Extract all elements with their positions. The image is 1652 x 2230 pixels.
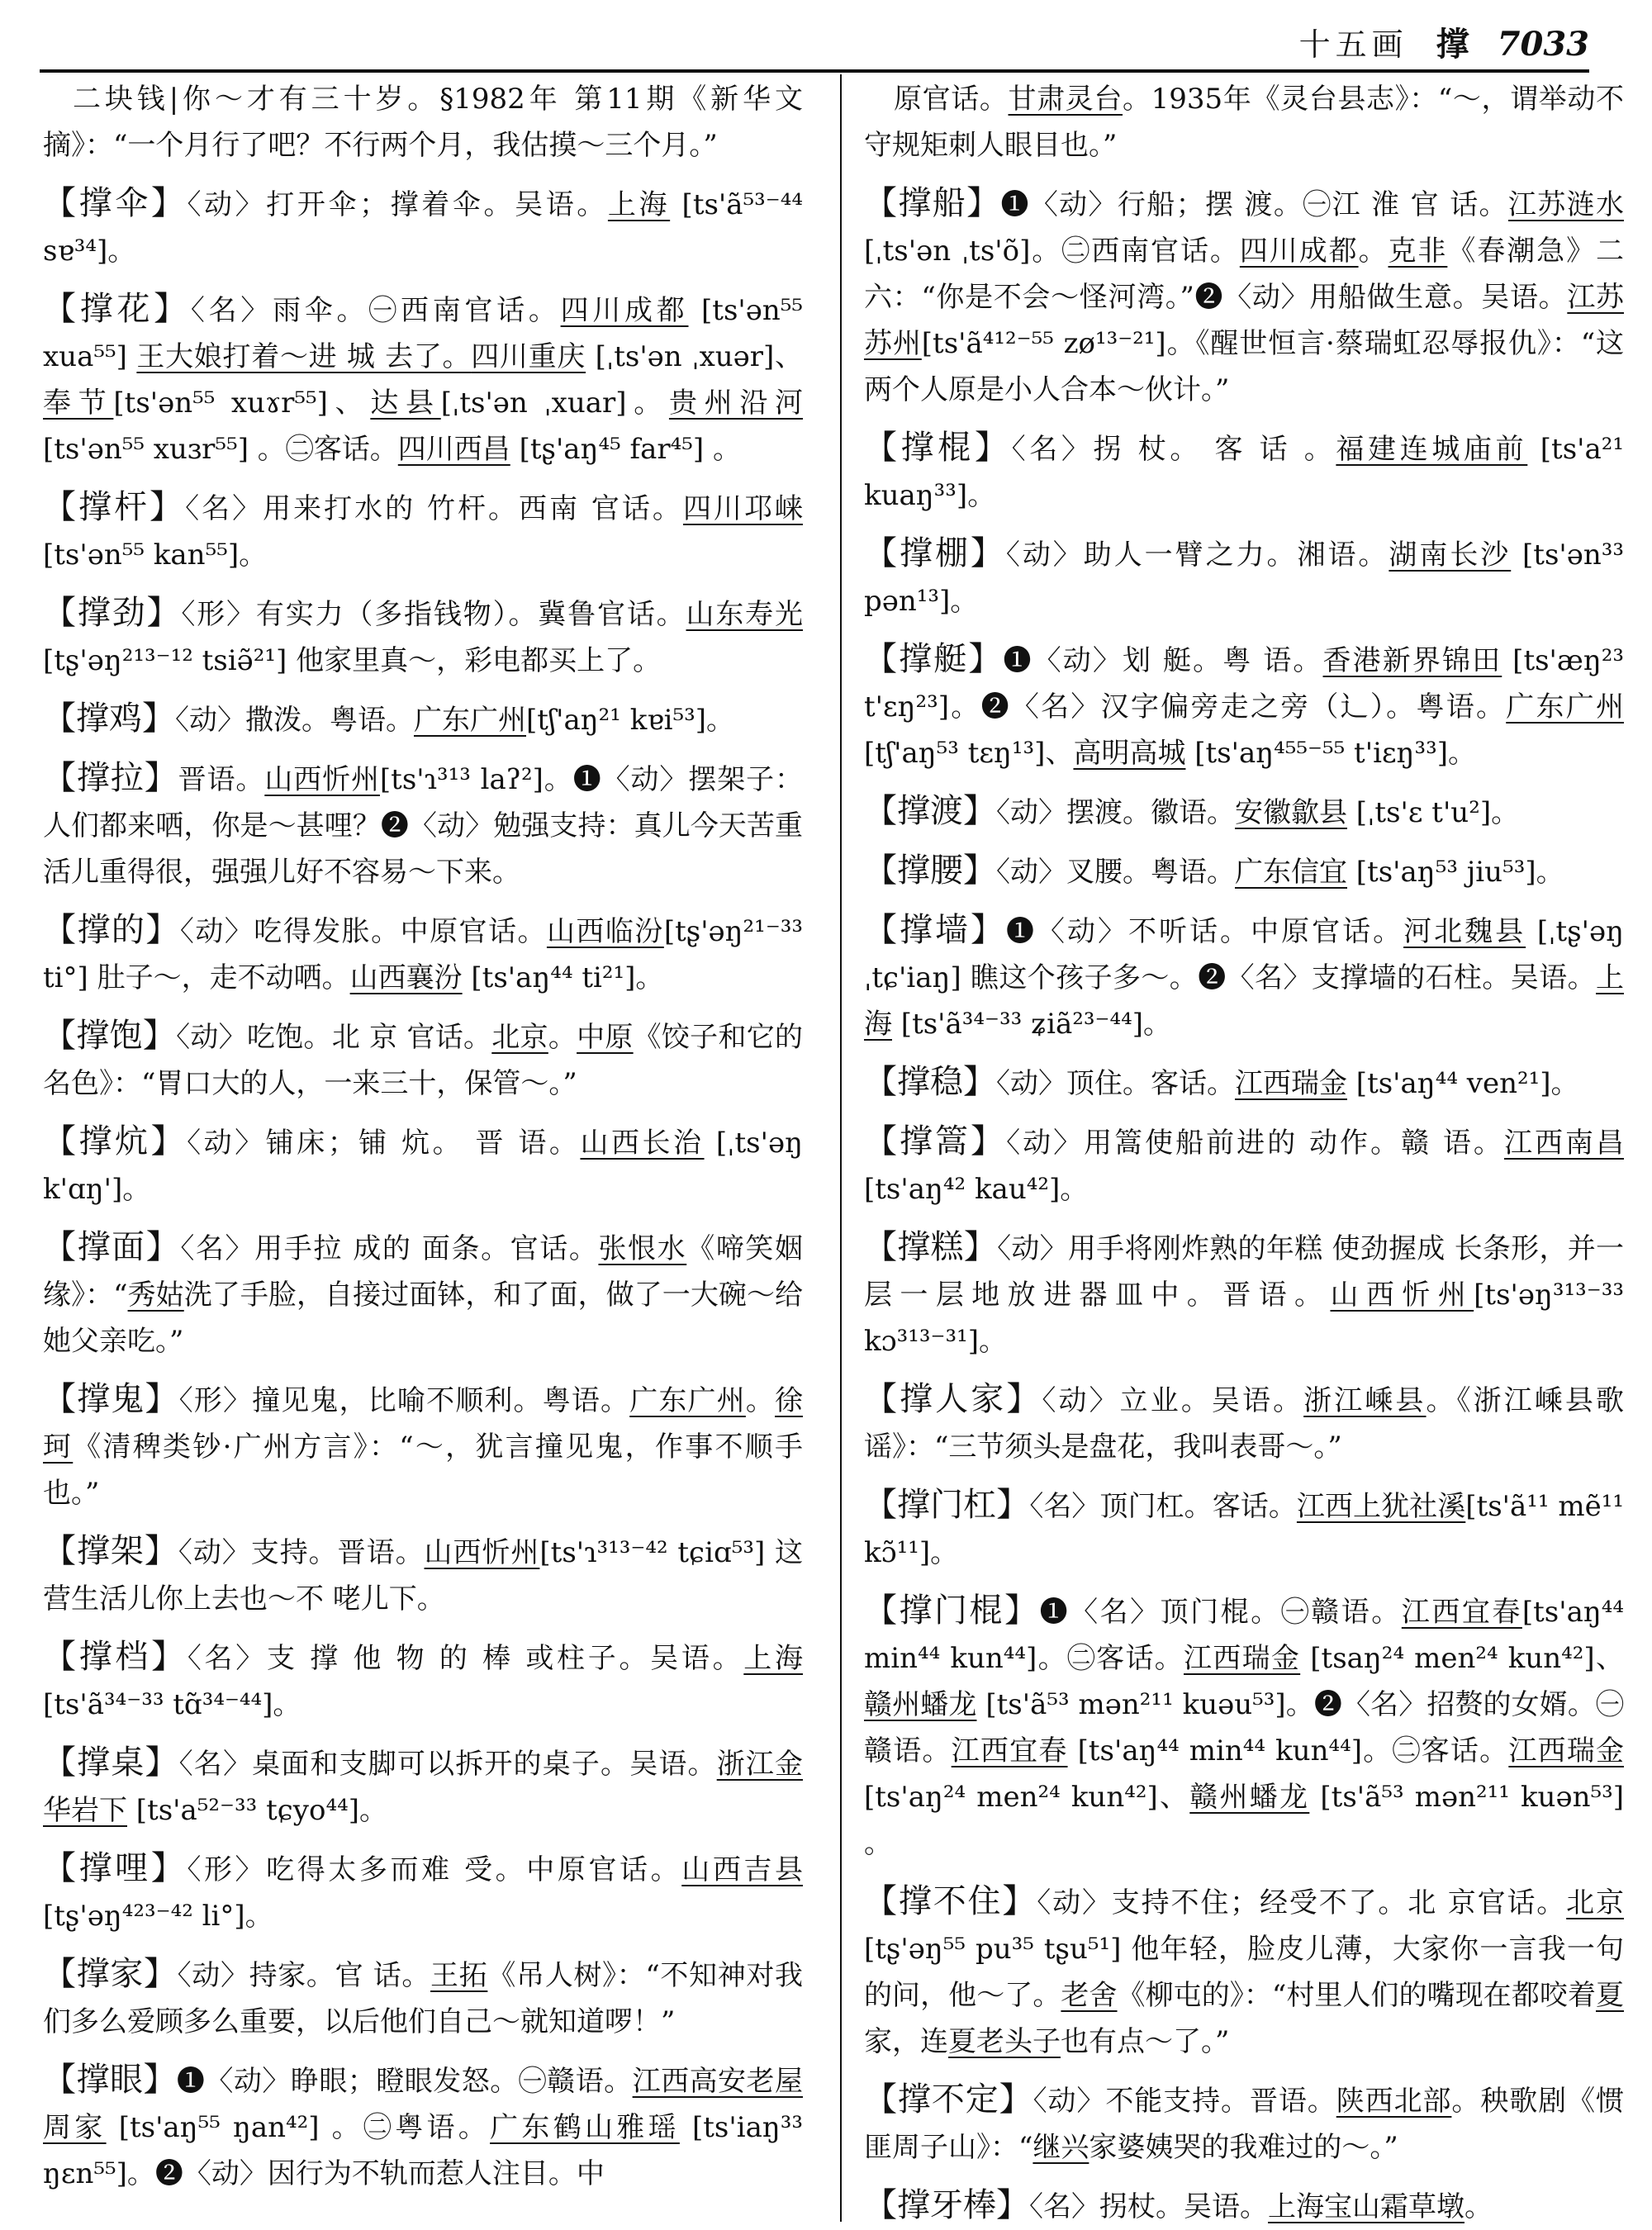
entry-text: [ts'aŋ⁴² kau⁴²]。 (864, 1173, 1089, 1206)
headword: 【撑家】 (43, 1955, 178, 1993)
page-number: 7033 (1497, 25, 1589, 64)
entry-cheng-la (43, 755, 803, 895)
entry-text: [ts'ã³⁴⁻³³ ʑiã²³⁻⁴⁴]。 (892, 1008, 1171, 1041)
entry-cheng-mengun (864, 1587, 1624, 1867)
headword: 【撑眼】 (43, 2061, 177, 2099)
entry-text: 〈形〉有实力（多指钱物）。冀鲁官话。 (181, 598, 686, 631)
entry-text: 〈动〉立业。吴语。 (1042, 1384, 1304, 1417)
entry-cheng-mian (43, 1224, 803, 1364)
entry-cheng-jia-home (43, 1951, 803, 2045)
header-rule (40, 69, 1589, 73)
underlined-term: 山西襄汾 (349, 961, 463, 994)
entry-cheng-gao-cake (864, 1224, 1624, 1364)
underlined-term: 山西临汾 (546, 915, 664, 948)
underlined-term: 江西高安老屋周家 (43, 2065, 804, 2144)
headword: 【撑鸡】 (43, 700, 175, 738)
entry-text: [ts'aŋ⁴⁵⁵⁻⁵⁵ t'iɛŋ³³]。 (1185, 737, 1476, 770)
entry-text: [ts'ən⁵⁵ kan⁵⁵]。 (43, 539, 268, 572)
entry-cheng-yabang (864, 2182, 1624, 2230)
underlined-term: 河北魏县 (1403, 915, 1526, 948)
headword: 【撑船】 (864, 184, 1001, 222)
entry-cheng-chuan (864, 180, 1624, 413)
headword: 【撑伞】 (43, 184, 188, 222)
headword: 【撑门杠】 (864, 1486, 1030, 1524)
entry-text: 〈形〉撞见鬼，比喻不顺利。粤语。 (178, 1384, 630, 1417)
entry-text: [ts'ən⁵⁵ xuɜr⁵⁵] 。㊁客话。 (43, 433, 398, 466)
entry-cheng-buding (864, 2076, 1624, 2171)
headword: 【撑拉】 (43, 759, 178, 797)
headword: 【撑炕】 (43, 1122, 188, 1160)
underlined-term: 山西忻州 (424, 1536, 540, 1569)
entry-cheng-buzhu (864, 1878, 1624, 2065)
headword: 【撑门棍】 (864, 1592, 1040, 1630)
entry-text: 。1935年《灵台县志》：“～，谓举动不守规矩刺人眼目也。” (864, 83, 1624, 162)
headword: 【撑不住】 (864, 1882, 1037, 1920)
entry-text: ❶〈动〉划 艇。粤 语。 (1003, 644, 1323, 677)
entry-text: 〈名〉顶门杠。客话。 (1029, 1490, 1297, 1523)
entry-text: 〈名〉支 撑 他 物 的 棒 或柱子。吴语。 (187, 1642, 744, 1675)
underlined-term: 广东广州 (414, 704, 526, 737)
entry-text: [ˌts'ən ˌxuar]。 (440, 387, 669, 420)
entry-cheng-gan (43, 484, 803, 578)
entry-text: [ts'a²¹ kuaŋ³³]。 (864, 433, 1625, 512)
headword: 【撑棚】 (864, 534, 1006, 572)
underlined-term: 四川重庆 (471, 340, 586, 373)
underlined-term: 上海宝山霜草墩 (1268, 2190, 1464, 2223)
entry-cheng-yan (43, 2057, 803, 2197)
entry-text: [ts'aŋ⁴⁴ min⁴⁴ kun⁴⁴]。㊁客话。 (864, 1596, 1625, 1675)
entry-text: 〈名〉拐杖。吴语。 (1029, 2190, 1268, 2223)
entry-text: 〈名〉桌面和支脚可以拆开的桌子。吴语。 (178, 1748, 717, 1781)
entry-text: 《柳屯的》：“村里人们的嘴现在都咬着 (1117, 1979, 1597, 2012)
underlined-term: 甘肃灵台 (1008, 83, 1123, 116)
underlined-term: 四川成都 (1239, 235, 1359, 268)
right-column (864, 76, 1624, 2230)
entry-text: 〈名〉拐 杖。 客 话 。 (1011, 433, 1336, 466)
underlined-term: 福建连城庙前 (1336, 433, 1528, 466)
entry-text: [tʃ'aŋ²¹ kɐi⁵³]。 (526, 704, 735, 737)
entry-text: 。《浙江嵊县歌谣》：“三节须头是盘花，我叫表哥～。” (864, 1384, 1625, 1464)
entry-text: 家婆姨哭的我难过的～。” (1089, 2131, 1398, 2164)
entry-text: ❶〈动〉不听话。中原官话。 (1006, 915, 1404, 948)
underlined-term: 赣州蟠龙 (1189, 1781, 1310, 1814)
entry-cheng-mengang (864, 1482, 1624, 1576)
entry-text: 《饺子和它的名色》：“胃口大的人，一来三十，保管～。” (43, 1021, 804, 1100)
entry-cheng-bao (43, 1013, 803, 1107)
entry-text: 〈名〉用手拉 成的 面条。官话。 (180, 1232, 599, 1265)
underlined-term: 夏老头子 (948, 2025, 1061, 2058)
headword: 【撑哩】 (43, 1849, 188, 1887)
underlined-term: 广东广州 (1506, 690, 1625, 724)
headword: 【撑面】 (43, 1228, 181, 1266)
entry-text: [ˌts'əŋ k'ɑŋ']。 (43, 1127, 803, 1206)
underlined-term: 山西长治 (580, 1127, 705, 1160)
entry-text: [ts'ən⁵⁵ xua⁵⁵] (43, 294, 804, 373)
underlined-term: 克非 (1388, 235, 1448, 268)
entry-text: [ts'əŋ³¹³⁻³³ kɔ³¹³⁻³¹]。 (864, 1279, 1625, 1358)
left-column (43, 76, 803, 2209)
underlined-term: 江西瑞金 (1184, 1642, 1301, 1675)
entry-text: [ts'ən⁵⁵ xuɤr⁵⁵]、 (113, 387, 371, 420)
entry-text: 。 (548, 1021, 577, 1054)
entry-text: [ts'aŋ⁵³ jiu⁵³]。 (1347, 856, 1564, 889)
entry-text: 〈动〉吃饱。北 京 官话。 (176, 1021, 492, 1054)
entry-cheng-de (43, 907, 803, 1001)
entry-text: 。 (1464, 2190, 1493, 2223)
entry-text: 《清稗类钞·广州方言》：“～，犹言撞见鬼，作事不顺手也。” (43, 1431, 803, 1510)
underlined-term: 四川成都 (560, 294, 689, 327)
entry-cheng-gui (43, 1376, 803, 1516)
entry-cheng-wen (864, 1059, 1624, 1107)
underlined-term: 四川邛崃 (682, 492, 803, 525)
underlined-term: 高明高城 (1073, 737, 1186, 770)
entry-text: [ts'aŋ⁴⁴ ti²¹]。 (462, 961, 664, 994)
underlined-term: 徐珂 (43, 1384, 804, 1464)
underlined-term: 王大娘打着～进 城 去了。 (136, 340, 472, 373)
entry-cheng-renjia (864, 1376, 1624, 1470)
entry-text: [ts'aŋ²⁴ men²⁴ kun⁴²]、 (864, 1781, 1190, 1814)
underlined-term: 广东鹤山雅瑶 (490, 2111, 680, 2144)
headword: 【撑渡】 (864, 792, 996, 830)
underlined-term: 浙江金华岩下 (43, 1748, 804, 1827)
entry-text: [ts'ã³⁴⁻³³ tɑ̃³⁴⁻⁴⁴]。 (43, 1688, 301, 1721)
entry-text: [ts'ã⁵³ mən²¹¹ kuən⁵³] 。 (864, 1781, 1624, 1860)
headword: 【撑桌】 (43, 1744, 179, 1782)
underlined-term: 山西吉县 (681, 1853, 804, 1886)
underlined-term: 浙江嵊县 (1303, 1384, 1427, 1417)
entry-text: [ˌts'ən ˌts'õ]。㊁西南官话。 (864, 235, 1240, 268)
entry-text: 。 (745, 1384, 776, 1417)
entry-text: 〈名〉用来打水的 竹杆。西南 官话。 (185, 492, 683, 525)
entry-text: [ts'ã⁴¹²⁻⁵⁵ zø¹³⁻²¹]。《醒世恒言·蔡瑞虹忍辱报仇》：“这两个人原是小人合本～伙计。” (864, 327, 1625, 406)
entry-cheng-yao (864, 847, 1624, 895)
underlined-term: 江苏苏州 (864, 281, 1625, 360)
underlined-term: 北京 (491, 1021, 548, 1054)
entry-text: [ts'aŋ⁵⁵ ŋan⁴²] 。㊁粤语。 (106, 2111, 491, 2144)
underlined-term: 江苏涟水 (1507, 188, 1625, 221)
headword: 【撑档】 (43, 1638, 188, 1676)
underlined-term: 赣州蟠龙 (864, 1688, 977, 1721)
underlined-term: 北京 (1566, 1886, 1625, 1919)
entry-text: 〈动〉支持。晋语。 (178, 1536, 425, 1569)
entry-cheng-kang (43, 1118, 803, 1212)
entry-text: 。秧歌剧《惯匪周子山》：“ (864, 2085, 1625, 2164)
underlined-term: 江西宜春 (1401, 1596, 1522, 1629)
underlined-term: 上海 (864, 961, 1624, 1041)
underlined-term: 奉节 (43, 387, 114, 420)
underlined-term: 山西忻州 (264, 763, 380, 796)
entry-text: 也有点～了。” (1061, 2025, 1230, 2058)
section-label: 十五画 (1298, 26, 1408, 63)
entry-text: [tʂ'əŋ²¹³⁻¹² tsiə̃²¹] 他家里真～，彩电都买上了。 (43, 644, 662, 677)
entry-cheng-ji (43, 695, 803, 743)
entry-text: 晋语。 (178, 763, 265, 796)
entry-text: 〈动〉打开伞；撑着伞。吴语。 (187, 188, 608, 221)
underlined-term: 贵州沿河 (668, 387, 804, 420)
entry-text: [ts'aŋ⁴⁴ min⁴⁴ kun⁴⁴]。㊁客话。 (1067, 1734, 1509, 1767)
underlined-term: 湖南长沙 (1389, 539, 1512, 572)
underlined-term: 安徽歙县 (1235, 796, 1347, 829)
underlined-term: 四川西昌 (397, 433, 510, 466)
entry-text: 〈动〉持家。官 话。 (177, 1959, 431, 1992)
entry-cheng-hua (43, 286, 803, 472)
headword: 【撑墙】 (864, 911, 1007, 949)
underlined-term: 陕西北部 (1336, 2085, 1452, 2118)
entry-text: [tʂ'əŋ⁴²³⁻⁴² li°]。 (43, 1900, 273, 1933)
headword: 【撑腰】 (864, 852, 996, 890)
headword: 【撑架】 (43, 1532, 178, 1570)
entry-text: 〈动〉不能支持。晋语。 (1032, 2085, 1336, 2118)
continued-entry (864, 76, 1624, 168)
entry-text: 〈动〉吃得发胀。中原官话。 (179, 915, 547, 948)
entry-cheng-san (43, 180, 803, 274)
entry-text: [ts'ɿ³¹³ laʔ²]。❶〈动〉摆架子：人们都来哂，你是～甚哩？❷〈动〉勉强支持：真儿今天苦重活儿重得很，强强儿好不容易～下来。 (43, 763, 804, 889)
page-header (1299, 18, 1589, 65)
entry-text: 《春潮急》二六：“你是不会～怪河湾。”❷〈动〉用船做生意。吴语。 (864, 235, 1625, 314)
entry-text: 《吊人树》：“不知神对我们多么爱顾多么重要，以后他们自己～就知道啰！” (43, 1959, 804, 2038)
entry-cheng-gao-pole (864, 1118, 1624, 1212)
entry-text: [ts'ɿ³¹³⁻⁴² tɕiɑ⁵³] 这营生活儿你上去也～不 咾儿下。 (43, 1536, 804, 1616)
entry-text: 〈动〉助人一臂之力。湘语。 (1005, 539, 1389, 572)
entry-text: [ˌts'ən ˌxuər]、 (586, 340, 803, 373)
entry-cheng-jin (43, 590, 803, 684)
underlined-term: 张恨水 (598, 1232, 687, 1265)
entry-text: 〈名〉雨伞。㊀西南官话。 (190, 294, 561, 327)
underlined-term: 上海 (607, 188, 671, 221)
headword: 【撑稳】 (864, 1063, 996, 1101)
headword: 【撑杆】 (43, 488, 186, 526)
headword: 【撑的】 (43, 911, 180, 949)
entry-text: [tsaŋ²⁴ men²⁴ kun⁴²]、 (1300, 1642, 1624, 1675)
underlined-term: 香港新界锦田 (1322, 644, 1502, 677)
underlined-term: 老舍 (1061, 1979, 1118, 2012)
underlined-term: 江西南昌 (1503, 1127, 1624, 1160)
entry-cheng-du (864, 788, 1624, 836)
entry-cheng-qiang (864, 907, 1624, 1047)
headword: 【撑人家】 (864, 1380, 1042, 1418)
entry-text: 洗了手脸，自接过面钵，和了面，做了一大碗～给她父亲吃。” (43, 1279, 804, 1358)
entry-cheng-zhuo (43, 1739, 803, 1834)
underlined-term: 江西瑞金 (1235, 1067, 1347, 1100)
headword: 【撑牙棒】 (864, 2186, 1029, 2224)
underlined-term: 达县 (370, 387, 441, 420)
entry-text: [ts'ã⁵³ mən²¹¹ kuəu⁵³]。❷〈名〉招赘的女婿。㊀赣语。 (864, 1688, 1624, 1767)
entry-text: 家，连 (864, 2025, 948, 2058)
entry-text: 二块钱|你～才有三十岁。§1982年 第11期《新华文摘》：“一个月行了吧？不行两个月，我估摸～三个月。” (43, 83, 803, 162)
headword: 【撑饱】 (43, 1017, 177, 1055)
entry-text: [ˌtʂ'əŋ ˌtɕ'iaŋ] 瞧这个孩子多～。❷〈名〉支撑墙的石柱。吴语。 (864, 915, 1625, 994)
entry-cheng-ting (864, 636, 1624, 776)
headword: 【撑花】 (43, 290, 191, 328)
underlined-term: 广东信宜 (1235, 856, 1347, 889)
entry-text: [ts'a⁵²⁻³³ tɕyo⁴⁴]。 (127, 1794, 387, 1827)
underlined-term: 继兴 (1032, 2131, 1089, 2164)
entry-text: ❶〈动〉行船；摆 渡。㊀江 淮 官 话。 (1000, 188, 1508, 221)
headword: 【撑糕】 (864, 1228, 998, 1266)
column-divider (840, 74, 842, 2222)
underlined-term: 江西宜春 (951, 1734, 1068, 1767)
entry-text: 原官话。 (894, 83, 1009, 116)
entry-cheng-jia-frame (43, 1528, 803, 1622)
entry-text: [ts'ã⁵³⁻⁴⁴ sɐ³⁴]。 (43, 188, 804, 268)
entry-text: 《啼笑姻缘》：“ (43, 1232, 804, 1312)
entry-text: 〈动〉叉腰。粤语。 (996, 856, 1235, 889)
entry-text: 〈形〉吃得太多而难 受。中原官话。 (187, 1853, 682, 1886)
underlined-term: 王拓 (430, 1959, 488, 1992)
entry-text: 〈动〉撒泼。粤语。 (175, 704, 414, 737)
entry-text: [tʂ'əŋ²¹⁻³³ ti°] 肚子～，走不动哂。 (43, 915, 804, 994)
headword: 【撑艇】 (864, 640, 1004, 678)
headword: 【撑劲】 (43, 594, 182, 632)
entry-cheng-peng (864, 530, 1624, 624)
entry-text: ❶〈名〉顶门棍。㊀赣语。 (1039, 1596, 1402, 1629)
underlined-term: 广东广州 (629, 1384, 746, 1417)
entry-text: [ts'ən³³ pən¹³]。 (864, 539, 1625, 618)
entry-text: [ts'aŋ⁴⁴ ven²¹]。 (1347, 1067, 1579, 1100)
entry-text: 〈动〉支持不住；经受不了。北 京官话。 (1037, 1886, 1567, 1919)
entry-text: [ts'ã¹¹ mẽ¹¹ kɔ̃¹¹]。 (864, 1490, 1625, 1569)
entry-text: 〈动〉顶住。客话。 (996, 1067, 1235, 1100)
entry-text: ❶〈动〉睁眼；瞪眼发怒。㊀赣语。 (176, 2065, 633, 2098)
underlined-term: 江西上犹社溪 (1296, 1490, 1466, 1523)
header-character: 撑 (1436, 25, 1469, 64)
underlined-term: 江西瑞金 (1508, 1734, 1624, 1767)
entry-cheng-li (43, 1845, 803, 1939)
entry-text: 〈动〉用手将刚炸熟的年糕 使劲握成 长条形，并一层一层地放进器皿中。晋语。 (864, 1232, 1624, 1312)
entry-text: 〈动〉用篙使船前进的 动作。赣 语。 (1006, 1127, 1504, 1160)
entry-text: [ts'æŋ²³ t'ɛŋ²³]。❷〈名〉汉字偏旁走之旁（辶）。粤语。 (864, 644, 1625, 724)
entry-text: [tʂ'əŋ⁵⁵ pu³⁵ tʂu⁵¹] 他年轻，脸皮儿薄，大家你一言我一句的问，他～了。 (864, 1933, 1624, 2012)
headword: 【撑篙】 (864, 1122, 1007, 1160)
entry-text: 〈动〉摆渡。徽语。 (996, 796, 1235, 829)
underlined-term: 夏 (1596, 1979, 1625, 2012)
entry-text: 。 (1358, 235, 1389, 268)
headword: 【撑棍】 (864, 429, 1012, 467)
underlined-term: 中原 (577, 1021, 634, 1054)
headword: 【撑鬼】 (43, 1380, 179, 1418)
continued-entry (43, 76, 803, 168)
underlined-term: 上海 (743, 1642, 804, 1675)
entry-text: 〈动〉铺床；铺 炕。 晋 语。 (187, 1127, 581, 1160)
entry-text: [ˌts'ɛ t'u²]。 (1347, 796, 1520, 829)
entry-text: [tʂ'aŋ⁴⁵ far⁴⁵] 。 (510, 433, 741, 466)
entry-cheng-gun (864, 425, 1624, 519)
entry-text: [tʃ'aŋ⁵³ tɛŋ¹³]、 (864, 737, 1074, 770)
underlined-term: 秀姑 (127, 1279, 184, 1312)
underlined-term: 山东寿光 (686, 598, 804, 631)
entry-text: [ts'iaŋ³³ ŋɛn⁵⁵]。❷〈动〉因行为不轨而惹人注目。中 (43, 2111, 804, 2190)
headword: 【撑不定】 (864, 2081, 1033, 2118)
underlined-term: 山西忻州 (1330, 1279, 1474, 1312)
entry-cheng-dang (43, 1634, 803, 1728)
